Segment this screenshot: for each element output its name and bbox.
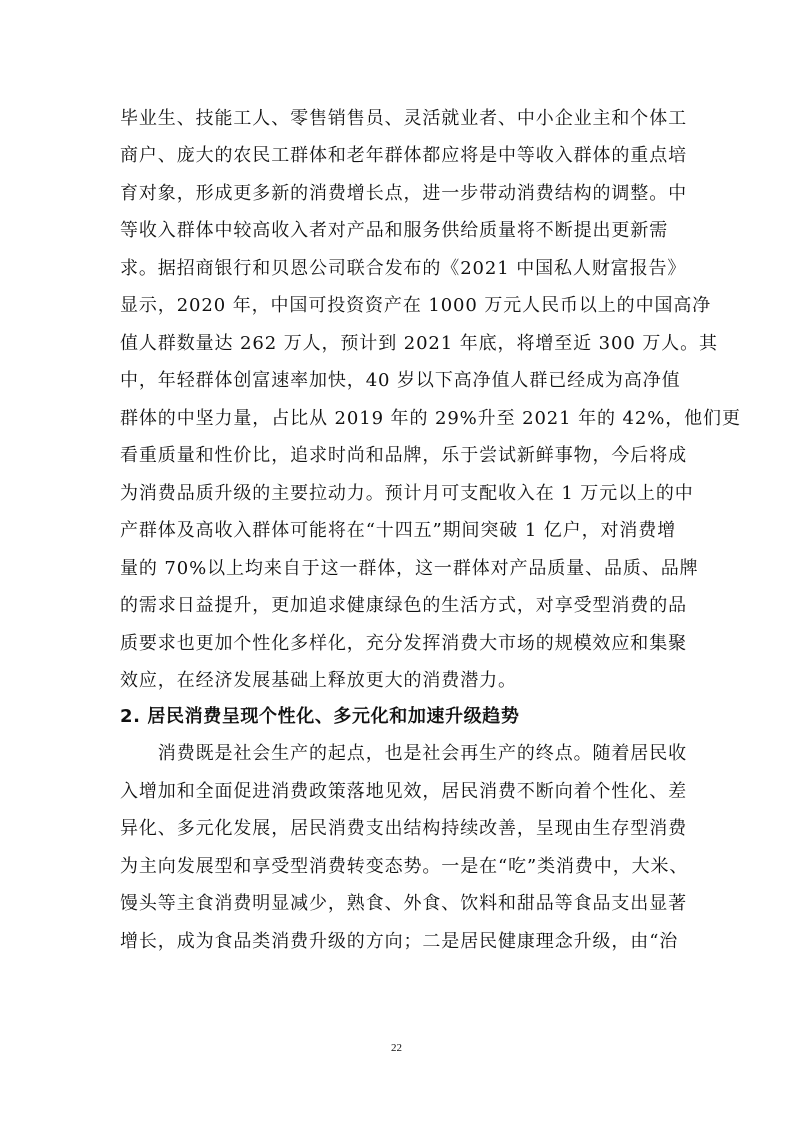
text-line: 等收入群体中较高收入者对产品和服务供给质量将不断提出更新需 [120, 220, 669, 241]
text-line: 效应，在经济发展基础上释放更大的消费潜力。 [120, 670, 517, 691]
text-line: 中，年轻群体创富速率加快，40 岁以下高净值人群已经成为高净值 [120, 370, 681, 391]
text-line: 值人群数量达 262 万人，预计到 2021 年底，将增至近 300 万人。其 [120, 333, 718, 354]
text-line: 商户、庞大的农民工群体和老年群体都应将是中等收入群体的重点培 [120, 145, 687, 166]
text-line: 群体的中坚力量，占比从 2019 年的 29%升至 2021 年的 42%，他们更 [120, 408, 741, 429]
text-line: 增长，成为食品类消费升级的方向；二是居民健康理念升级，由“治 [120, 931, 679, 952]
text-line: 质要求也更加个性化多样化，充分发挥消费大市场的规模效应和集聚 [120, 633, 687, 654]
text-line: 馒头等主食消费明显减少，熟食、外食、饮料和甜品等食品支出显著 [120, 893, 687, 914]
text-line: 显示，2020 年，中国可投资资产在 1000 万元人民币以上的中国高净 [120, 295, 712, 316]
text-line: 求。据招商银行和贝恩公司联合发布的《2021 中国私人财富报告》 [120, 258, 687, 279]
text-line: 量的 70%以上均来自于这一群体，这一群体对产品质量、品质、品牌 [120, 558, 699, 579]
text-line: 异化、多元化发展，居民消费支出结构持续改善，呈现由生存型消费 [120, 818, 687, 839]
text-line: 产群体及高收入群体可能将在“十四五”期间突破 1 亿户，对消费增 [120, 520, 677, 541]
text-line: 为消费品质升级的主要拉动力。预计月可支配收入在 1 万元以上的中 [120, 483, 694, 504]
page-number: 22 [391, 1042, 402, 1054]
text-line: 的需求日益提升，更加追求健康绿色的生活方式，对享受型消费的品 [120, 595, 687, 616]
text-line: 入增加和全面促进消费政策落地见效，居民消费不断向着个性化、差 [120, 781, 687, 802]
section-heading: 2. 居民消费呈现个性化、多元化和加速升级趋势 [120, 706, 520, 727]
text-line: 看重质量和性价比，追求时尚和品牌，乐于尝试新鲜事物，今后将成 [120, 445, 687, 466]
text-line: 消费既是社会生产的起点，也是社会再生产的终点。随着居民收 [120, 743, 687, 764]
text-line: 毕业生、技能工人、零售销售员、灵活就业者、中小企业主和个体工 [120, 108, 687, 129]
text-line: 为主向发展型和享受型消费转变态势。一是在“吃”类消费中，大米、 [120, 856, 689, 877]
text-line: 育对象，形成更多新的消费增长点，进一步带动消费结构的调整。中 [120, 183, 687, 204]
